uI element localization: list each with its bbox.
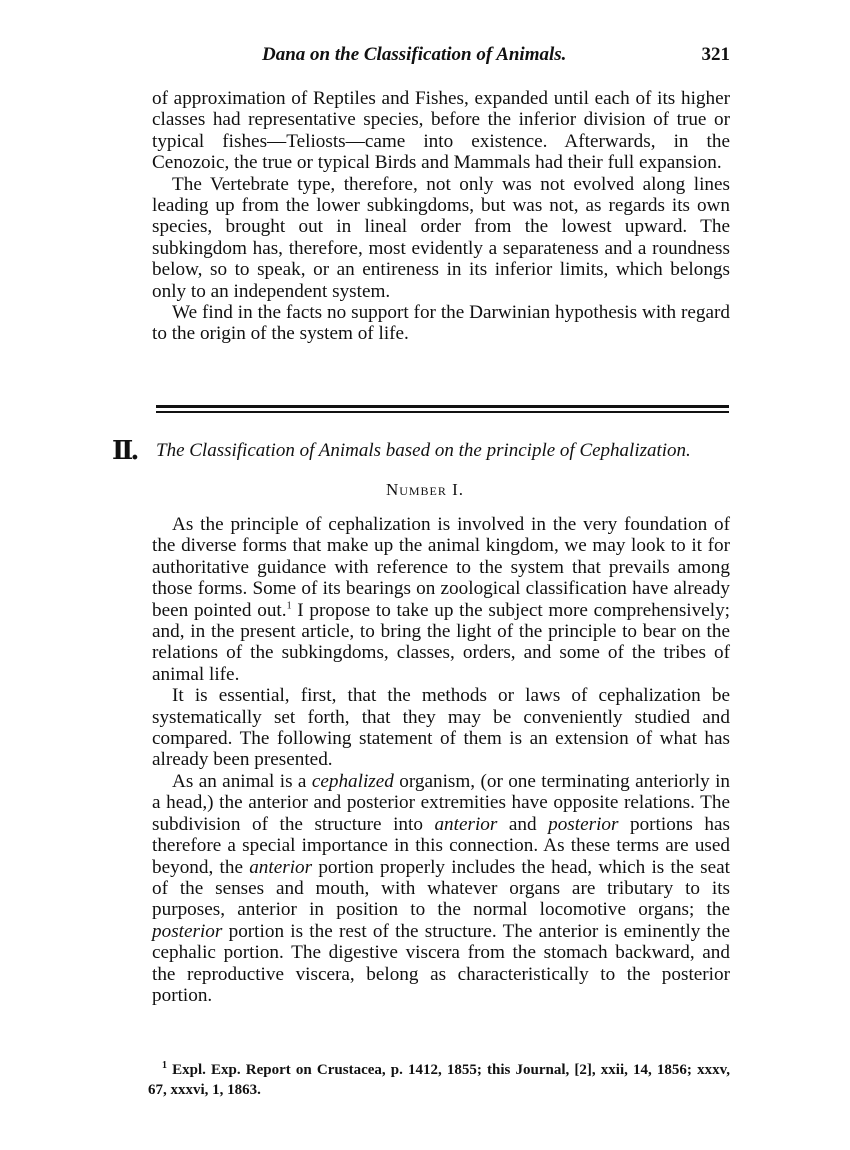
footnote-reference: 1 (286, 600, 292, 612)
paragraph-continued: of approximation of Reptiles and Fishes, expanded until each of its higher classes had representative species, before the inferior division of true or typical fishes—Teliosts—came into existence. Afterwards, in the Cenozoic, the true or typical Birds and Mammals had their full expansion. (152, 88, 730, 174)
footnote-marker: 1 (162, 1060, 167, 1071)
text-run: portion properly includes the head, which is the seat of the senses and mouth, with whatever organs are tributary to its purposes, anterior in position to the normal locomotive organs; the (152, 856, 730, 921)
running-title: Dana on the Classification of Animals. (262, 44, 567, 65)
emphasis-term: cephalized (311, 770, 394, 792)
divider-thin-rule (156, 411, 729, 413)
emphasis-term: anterior (249, 856, 313, 878)
emphasis-term: anterior (434, 813, 498, 835)
text-run: and (497, 813, 549, 835)
paragraph-methods: It is essential, first, that the methods or laws of cephalization be systematically set forth, that they may be conveniently studied and compared. The following statement of them is an extension of what has already been presented. (152, 685, 730, 771)
text-run: As an animal is a (172, 770, 312, 792)
continued-text (152, 88, 730, 345)
footnote-text: Expl. Exp. Report on Crustacea, p. 1412, 1855; this Journal, [2], xxii, 14, 1856; xxxv, 67, xxxvi, 1, 1863. (148, 1062, 730, 1098)
paragraph-vertebrate-type: The Vertebrate type, therefore, not only was not evolved along lines leading up from the lower subkingdoms, but was not, as regards its own species, brought out in lineal order from the lowest upward. The subkingdom has, therefore, most evidently a separateness and a roundness below, so to speak, or an entireness in its inferior limits, which belongs only to an independent system. (152, 173, 730, 302)
intro-text-rest: I propose to take up the subject more comprehensively; and, in the present article, to bring the light of the principle to bear on the relations of the subkingdoms, classes, orders, and some of the tribes of animal life. (152, 599, 730, 685)
footnote (148, 1060, 730, 1100)
intro-text: As the principle of cephalization is involved in the very foundation of the diverse forms that make up the animal kingdom, we may look to it for authoritative guidance with reference to the system that prevails among those forms. Some of its bearings on zoological classification have already been pointed out. (152, 514, 730, 621)
section-heading (112, 438, 737, 470)
paragraph-anterior-posterior (152, 771, 730, 1006)
paragraph-conclusion: We find in the facts no support for the Darwinian hypothesis with regard to the origin of the system of life. (152, 302, 730, 345)
article-text (152, 514, 730, 1006)
section-title: The Classification of Animals based on the principle of Cephalization. (156, 440, 691, 461)
running-head (150, 44, 730, 70)
divider-thick-rule (156, 405, 729, 408)
emphasis-term: posterior (152, 920, 223, 942)
number-label: Number I. (385, 480, 465, 499)
section-divider (156, 402, 729, 418)
text-run: organism, (or one terminating anteriorly in a head,) the anterior and posterior extremities have opposite relations. The subdivision of the structure into (152, 770, 730, 835)
section-numeral: II. (112, 436, 137, 466)
emphasis-term: posterior (548, 813, 619, 835)
text-run: portions has therefore a special importance in this connection. As these terms are used beyond, the (152, 813, 730, 878)
text-run: portion is the rest of the structure. The anterior is eminently the cephalic portion. The digestive viscera from the stomach backward, and the reproductive viscera, belong as characteristically to the posterior portion. (152, 920, 730, 1006)
paragraph-intro (152, 514, 730, 685)
page-number: 321 (701, 44, 730, 65)
